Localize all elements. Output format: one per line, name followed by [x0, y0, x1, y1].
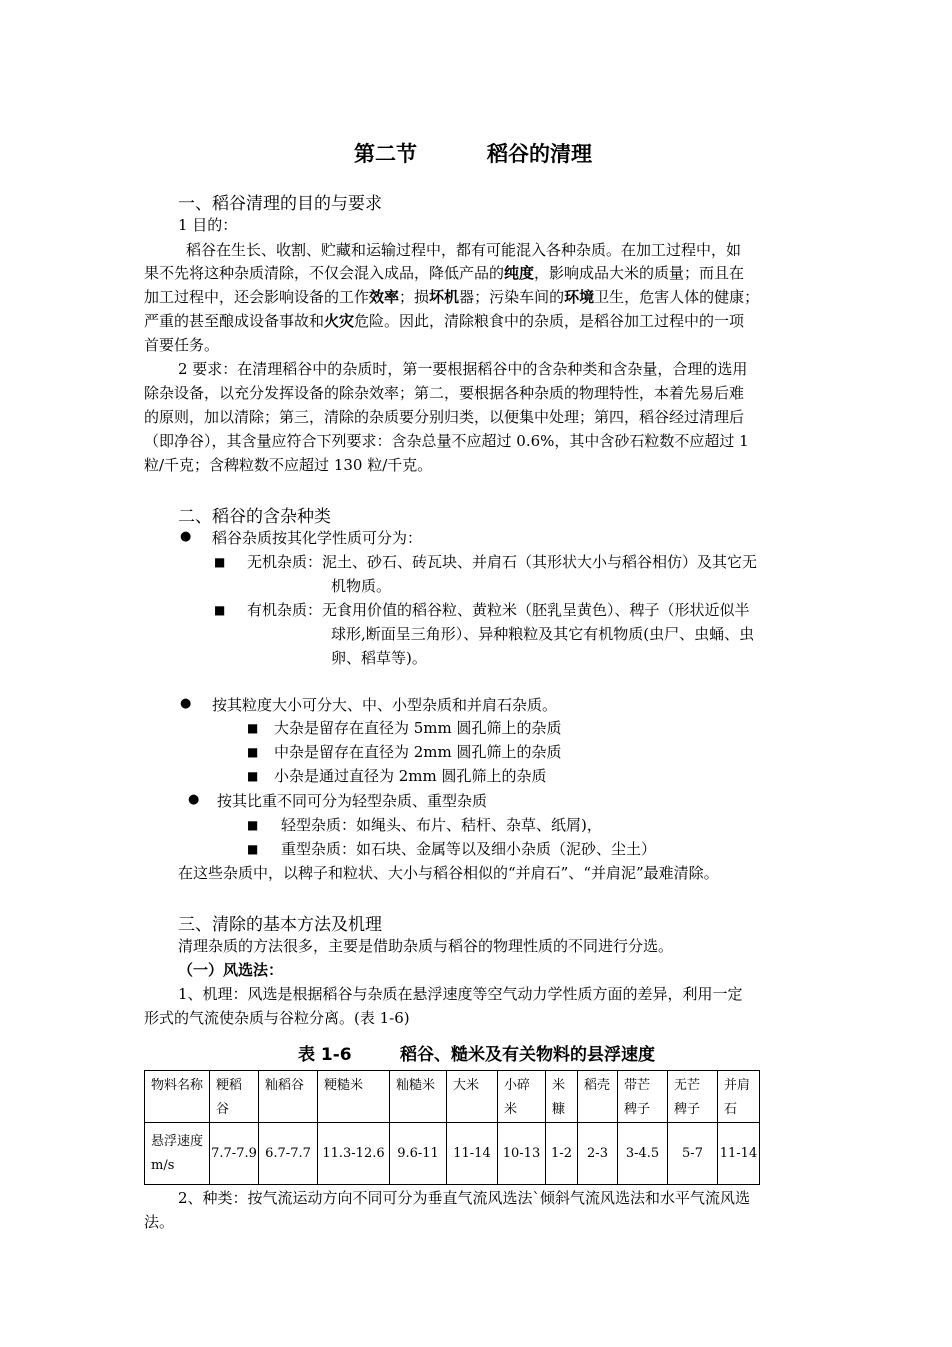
- size-classification: 按其粒度大小可分大、中、小型杂质和并肩石杂质。: [212, 696, 558, 714]
- purpose-line-2: [144, 262, 744, 284]
- size-item-small: 小杂是通过直径为 2mm 圆孔筛上的杂质: [274, 767, 547, 785]
- text-span: 器；污染车间的: [459, 288, 565, 306]
- size-item-medium: 中杂是留存在直径为 2mm 圆孔筛上的杂质: [274, 743, 562, 761]
- table-caption-text: 稻谷、糙米及有关物料的县浮速度: [400, 1045, 655, 1065]
- text-span: 危险。因此，清除粮食中的杂质，是稻谷加工过程中的一项: [354, 312, 745, 330]
- text-span: 加工过程中，还会影响设备的工作: [144, 288, 370, 306]
- table-cell: 7.7-7.9: [210, 1123, 259, 1185]
- table-header-row: [145, 1071, 760, 1123]
- requirement-line-3: 的原则，加以清除；第三，清除的杂质要分别归类，以便集中处理；第四，稻谷经过清理后: [144, 408, 745, 426]
- suspension-velocity-table: [144, 1070, 760, 1185]
- purpose-label: 1 目的：: [178, 216, 238, 234]
- table-cell: 6.7-7.7: [259, 1123, 318, 1185]
- square-bullet-icon: ■: [214, 555, 226, 569]
- purpose-line-4: [144, 310, 744, 332]
- text-span: 卫生，危害人体的健康；: [594, 288, 760, 306]
- weight-item-light: 轻型杂质：如绳头、布片、秸杆、杂草、纸屑)，: [281, 816, 602, 834]
- section2-heading: 二、稻谷的含杂种类: [178, 507, 331, 527]
- table-column-header: 带芒稗子: [618, 1071, 668, 1123]
- section1-heading: 一、稻谷清理的目的与要求: [178, 194, 382, 214]
- section3-heading: 三、清除的基本方法及机理: [178, 915, 382, 935]
- organic-line-1: 有机杂质：无食用价值的稻谷粒、黄粒米（胚乳呈黄色）、稗子（形状近似半: [247, 601, 750, 619]
- emphasis-machine: 坏机: [429, 288, 460, 306]
- table-cell: 10-13: [498, 1123, 546, 1185]
- square-bullet-icon: ■: [247, 769, 259, 783]
- table-column-header: 籼糙米: [390, 1071, 447, 1123]
- text-span: ；损: [399, 288, 430, 306]
- organic-line-2: 球形,断面呈三角形）、异种粮粒及其它有机物质(虫尸、虫蛹、虫: [331, 625, 755, 643]
- types-line-2: 法。: [144, 1213, 175, 1231]
- emphasis-environment: 环境: [564, 288, 595, 306]
- table-cell: 9.6-11: [390, 1123, 447, 1185]
- weight-classification: 按其比重不同可分为轻型杂质、重型杂质: [217, 792, 488, 810]
- table-column-header: 粳糙米: [318, 1071, 390, 1123]
- emphasis-efficiency: 效率: [369, 288, 400, 306]
- text-span: 果不先将这种杂质清除，不仅会混入成品，降低产品的: [144, 264, 505, 282]
- table-column-header: 粳稻谷: [210, 1071, 259, 1123]
- inorganic-line-2: 机物质。: [331, 577, 392, 595]
- table-column-header: 籼稻谷: [259, 1071, 318, 1123]
- section3-intro: 清理杂质的方法很多，主要是借助杂质与稻谷的物理性质的不同进行分选。: [178, 937, 674, 955]
- requirement-line-5: 粒/千克；含稗粒数不应超过 130 粒/千克。: [144, 456, 433, 474]
- organic-line-3: 卵、稻草等)。: [331, 649, 427, 667]
- requirement-line-2: 除杂设备，以充分发挥设备的除杂效率；第二，要根据各种杂质的物理特性，本着先易后难: [144, 384, 745, 402]
- bullet-icon: ●: [188, 792, 200, 807]
- table-cell: 2-3: [578, 1123, 618, 1185]
- square-bullet-icon: ■: [247, 842, 259, 856]
- emphasis-purity: 纯度: [504, 264, 535, 282]
- table-column-header: 无芒稗子: [668, 1071, 718, 1123]
- section-number: 第二节: [354, 142, 417, 166]
- table-column-header: 并肩石: [718, 1071, 760, 1123]
- emphasis-fire: 火灾: [324, 312, 355, 330]
- purpose-line-5: 首要任务。: [144, 336, 220, 354]
- table-cell: 11.3-12.6: [318, 1123, 390, 1185]
- size-item-large: 大杂是留存在直径为 5mm 圆孔筛上的杂质: [274, 719, 562, 737]
- subsection-heading: （一）风选法：: [178, 961, 284, 979]
- table-row-header: 物料名称: [145, 1071, 210, 1123]
- section2-summary: 在这些杂质中，以稗子和粒状、大小与稻谷相似的“并肩石”、“并肩泥”最难清除。: [178, 864, 719, 882]
- purpose-line-1: 稻谷在生长、收割、贮藏和运输过程中，都有可能混入各种杂质。在加工过程中，如: [186, 241, 742, 259]
- table-row-header: 悬浮速度 m/s: [145, 1123, 210, 1185]
- square-bullet-icon: ■: [247, 818, 259, 832]
- table-cell: 11-14: [447, 1123, 498, 1185]
- purpose-line-3: [144, 286, 759, 308]
- text-span: ，影响成品大米的质量；而且在: [534, 264, 745, 282]
- square-bullet-icon: ■: [247, 721, 259, 735]
- bullet-icon: ●: [180, 529, 192, 544]
- table-row: [145, 1123, 760, 1185]
- chemical-classification: 稻谷杂质按其化学性质可分为：: [212, 529, 423, 547]
- square-bullet-icon: ■: [214, 603, 226, 617]
- table-column-header: 大米: [447, 1071, 498, 1123]
- mechanism-line-1: 1、机理：风选是根据稻谷与杂质在悬浮速度等空气动力学性质方面的差异，利用一定: [178, 985, 743, 1003]
- requirement-line-4: （即净谷），其含量应符合下列要求：含杂总量不应超过 0.6%，其中含砂石粒数不应超过 1: [144, 432, 749, 450]
- weight-item-heavy: 重型杂质：如石块、金属等以及细小杂质（泥砂、尘土）: [281, 840, 657, 858]
- bullet-icon: ●: [180, 696, 192, 711]
- square-bullet-icon: ■: [247, 745, 259, 759]
- table-cell: 1-2: [546, 1123, 578, 1185]
- table-cell: 5-7: [668, 1123, 718, 1185]
- page-title: 稻谷的清理: [487, 142, 592, 166]
- text-span: 严重的甚至酿成设备事故和: [144, 312, 325, 330]
- mechanism-line-2: 形式的气流使杂质与谷粒分离。(表 1-6): [144, 1009, 410, 1027]
- table-cell: 3-4.5: [618, 1123, 668, 1185]
- inorganic-line-1: 无机杂质：泥土、砂石、砖瓦块、并肩石（其形状大小与稻谷相仿）及其它无: [247, 553, 758, 571]
- types-line-1: 2、种类：按气流运动方向不同可分为垂直气流风选法`倾斜气流风选法和水平气流风选: [178, 1189, 751, 1207]
- table-column-header: 小碎米: [498, 1071, 546, 1123]
- table-cell: 11-14: [718, 1123, 760, 1185]
- table-column-header: 米糠: [546, 1071, 578, 1123]
- requirement-line-1: 2 要求：在清理稻谷中的杂质时，第一要根据稻谷中的含杂种类和含杂量，合理的选用: [178, 360, 748, 378]
- table-caption-number: 表 1-6: [298, 1045, 352, 1065]
- table-column-header: 稻壳: [578, 1071, 618, 1123]
